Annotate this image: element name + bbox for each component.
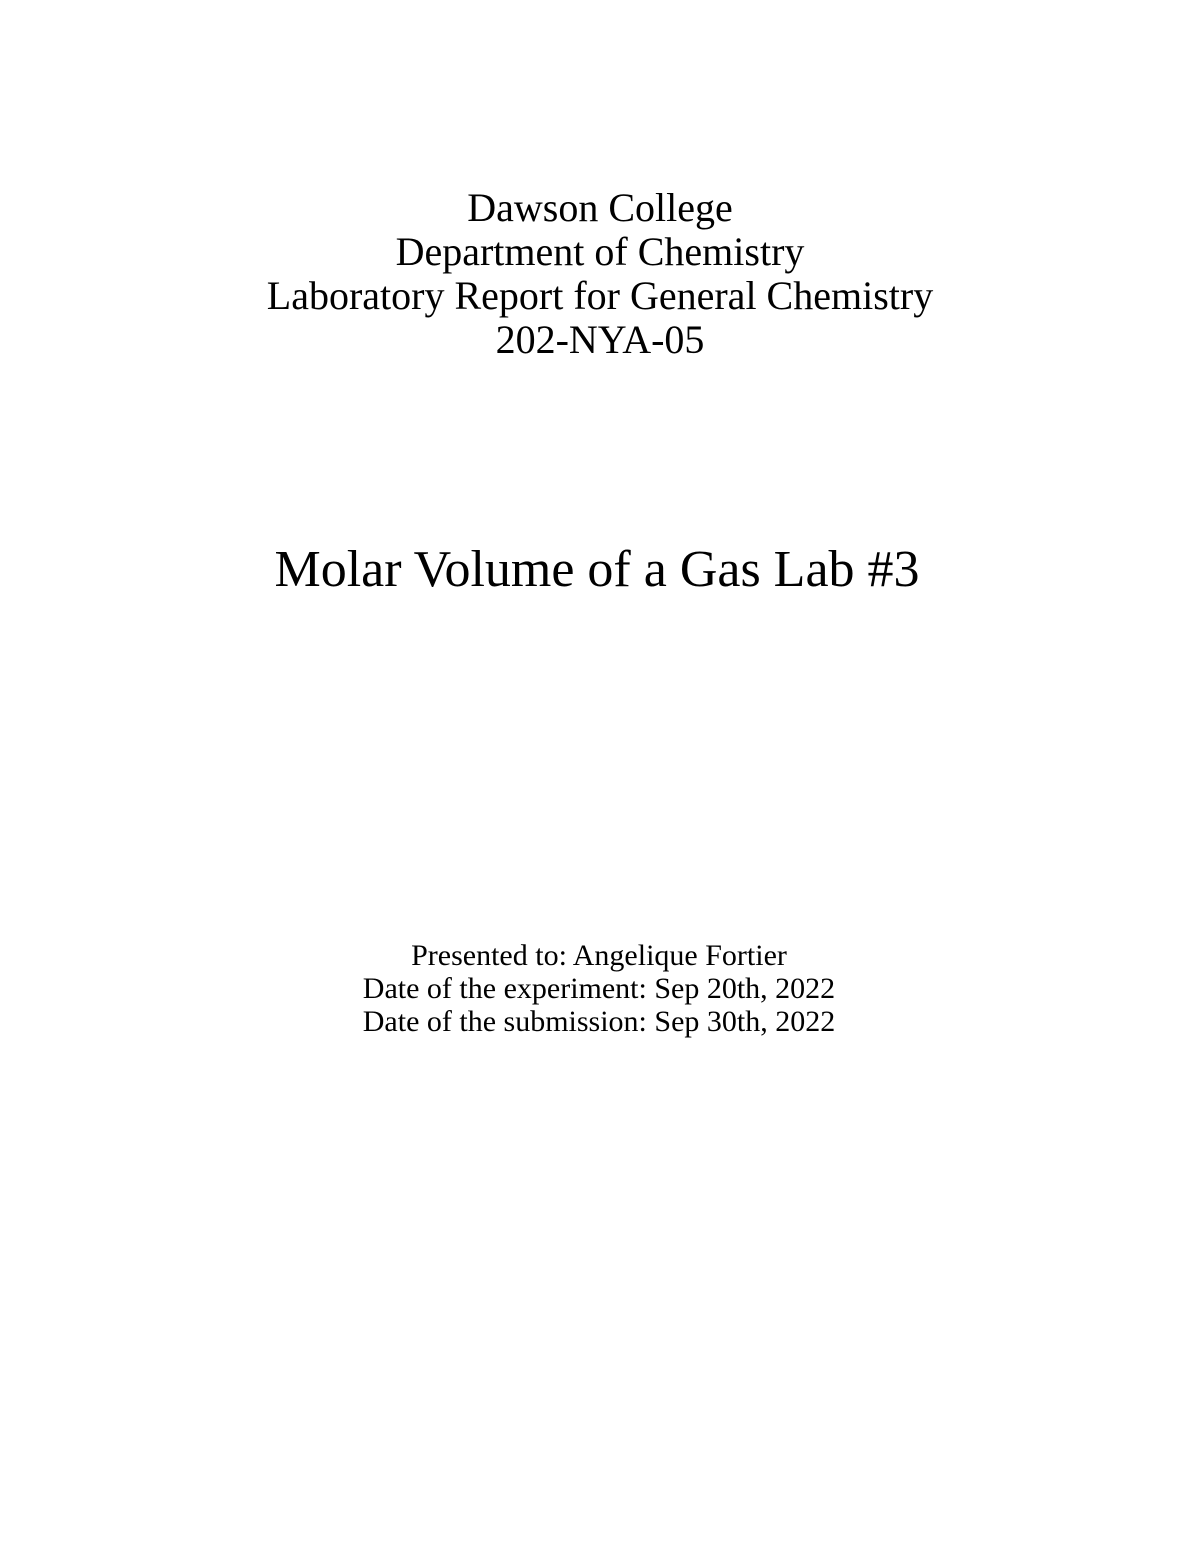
experiment-date: Date of the experiment: Sep 20th, 2022 <box>362 972 836 1005</box>
course-code: 202-NYA-05 <box>495 317 705 362</box>
department-name: Department of Chemistry <box>395 229 805 274</box>
report-type: Laboratory Report for General Chemistry <box>266 273 934 318</box>
presented-to: Presented to: Angelique Fortier <box>411 939 787 972</box>
institution-name: Dawson College <box>467 185 733 230</box>
report-title: Molar Volume of a Gas Lab #3 <box>274 541 920 598</box>
submission-date: Date of the submission: Sep 30th, 2022 <box>362 1005 836 1038</box>
report-details <box>0 939 1198 1038</box>
title-page-header <box>0 186 1200 362</box>
